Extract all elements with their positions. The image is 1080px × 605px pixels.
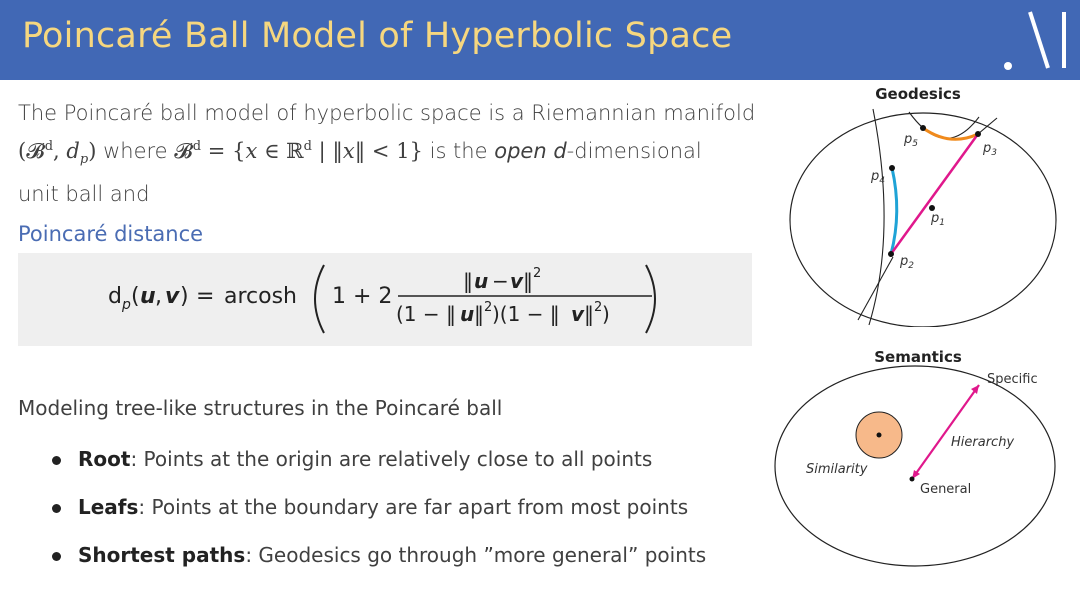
bullet-shortest-paths — [50, 536, 706, 584]
svg-text:,: , — [155, 284, 162, 309]
geodesic-line-upper — [978, 118, 997, 134]
intro-line-3: unit ball and — [18, 182, 150, 207]
intro-line-2 — [18, 130, 758, 177]
bullet-leafs — [50, 488, 706, 536]
ball-definition: 𝓑$^d$ = {x ∈ ℝ$^d$ | ‖x‖ < 1} — [174, 139, 423, 163]
bullet-term: Leafs — [78, 495, 139, 519]
svg-text:(: ( — [131, 284, 140, 309]
formula-func: arcosh — [224, 284, 298, 309]
bullet-text: : Points at the origin are relatively close to all points — [130, 447, 653, 471]
open-word: open — [494, 139, 547, 163]
label-p5: p — [904, 132, 913, 147]
svg-text:u: u — [140, 284, 156, 309]
label-p2-subscript: 2 — [908, 261, 914, 271]
semantics-title: Semantics — [874, 348, 962, 366]
bullet-text: : Points at the boundary are far apart from most points — [138, 495, 689, 519]
svg-text:1 + 2: 1 + 2 — [332, 284, 393, 309]
point-p5 — [920, 125, 926, 131]
poincare-ball-circle — [790, 113, 1056, 327]
label-p1: p — [931, 211, 940, 226]
bullet-term: Shortest paths — [78, 543, 246, 567]
svg-text:p1 — [930, 211, 945, 228]
svg-text:v: v — [510, 269, 524, 293]
svg-text:2: 2 — [484, 300, 493, 315]
svg-text:v: v — [165, 284, 180, 309]
svg-text:p5 — [903, 132, 918, 149]
geodesic-line-lower — [858, 257, 893, 320]
where-word: where — [103, 139, 168, 163]
svg-text:‖: ‖ — [523, 269, 533, 293]
hierarchy-label: Hierarchy — [951, 435, 1015, 450]
svg-text:‖: ‖ — [584, 302, 594, 326]
svg-text:=: = — [196, 284, 215, 309]
cyan-geodesic — [891, 168, 897, 254]
semantics-diagram — [770, 345, 1070, 570]
svg-text:p4 — [870, 169, 885, 186]
point-p2 — [888, 251, 894, 257]
specific-label: Specific — [987, 372, 1038, 387]
magenta-geodesic — [891, 134, 978, 254]
orange-geodesic — [923, 128, 978, 139]
distance-formula — [18, 253, 752, 346]
svg-text:): ) — [180, 284, 189, 309]
svg-text:(1 − ‖: (1 − ‖ — [396, 302, 456, 326]
dimensional-word: -dimensional — [566, 139, 702, 163]
point-p4 — [889, 165, 895, 171]
svg-text:u: u — [460, 302, 475, 326]
general-label: General — [920, 482, 972, 497]
geodesic-arc-left — [869, 109, 884, 325]
label-p2: p — [900, 254, 909, 269]
label-p3: p — [983, 141, 992, 156]
label-p5-subscript: 5 — [912, 139, 918, 149]
similarity-label: Similarity — [806, 462, 868, 477]
bullet-term: Root — [78, 447, 131, 471]
section-heading: Poincaré distance — [18, 222, 204, 246]
svg-text:): ) — [602, 302, 610, 326]
formula-lhs-d: d — [108, 284, 122, 309]
svg-text:2: 2 — [533, 266, 542, 281]
header-bar — [0, 0, 1080, 80]
hierarchy-arrow — [912, 385, 979, 479]
svg-text:u: u — [474, 269, 489, 293]
svg-text:−: − — [492, 269, 509, 293]
label-p4-subscript: 4 — [879, 176, 885, 186]
general-point — [910, 477, 915, 482]
modeling-intro: Modeling tree-like structures in the Poincaré ball — [18, 396, 503, 420]
formula-box — [18, 253, 752, 346]
bullet-list — [50, 440, 706, 584]
svg-text:p3 — [982, 141, 997, 158]
manifold-formula: (𝓑$^d$, $d_p$) — [18, 139, 97, 168]
svg-text:v: v — [571, 302, 585, 326]
svg-text:p: p — [122, 297, 131, 313]
svg-text:‖: ‖ — [474, 302, 484, 326]
svg-text:p2 — [899, 254, 914, 271]
point-p3 — [975, 131, 981, 137]
geodesic-arc-top — [909, 112, 979, 138]
svg-text:‖: ‖ — [463, 269, 473, 293]
d-word: d — [553, 139, 567, 163]
intro-paragraph — [18, 96, 758, 211]
is-the-word: is the — [429, 139, 488, 163]
svg-text:)(1 − ‖: )(1 − ‖ — [492, 302, 560, 326]
bullet-text: : Geodesics go through ”more general” points — [245, 543, 707, 567]
geodesics-title: Geodesics — [875, 85, 961, 103]
bullet-root — [50, 440, 706, 488]
label-p4: p — [871, 169, 880, 184]
logo-icon — [1000, 8, 1070, 72]
label-p1-subscript: 1 — [939, 218, 945, 228]
intro-line-1: The Poincaré ball model of hyperbolic space is a Riemannian manifold — [18, 101, 756, 125]
similarity-point — [877, 433, 882, 438]
svg-text:2: 2 — [594, 300, 603, 315]
label-p3-subscript: 3 — [991, 148, 997, 158]
geodesics-diagram — [785, 82, 1065, 327]
slide-title: Poincaré Ball Model of Hyperbolic Space — [22, 16, 733, 56]
